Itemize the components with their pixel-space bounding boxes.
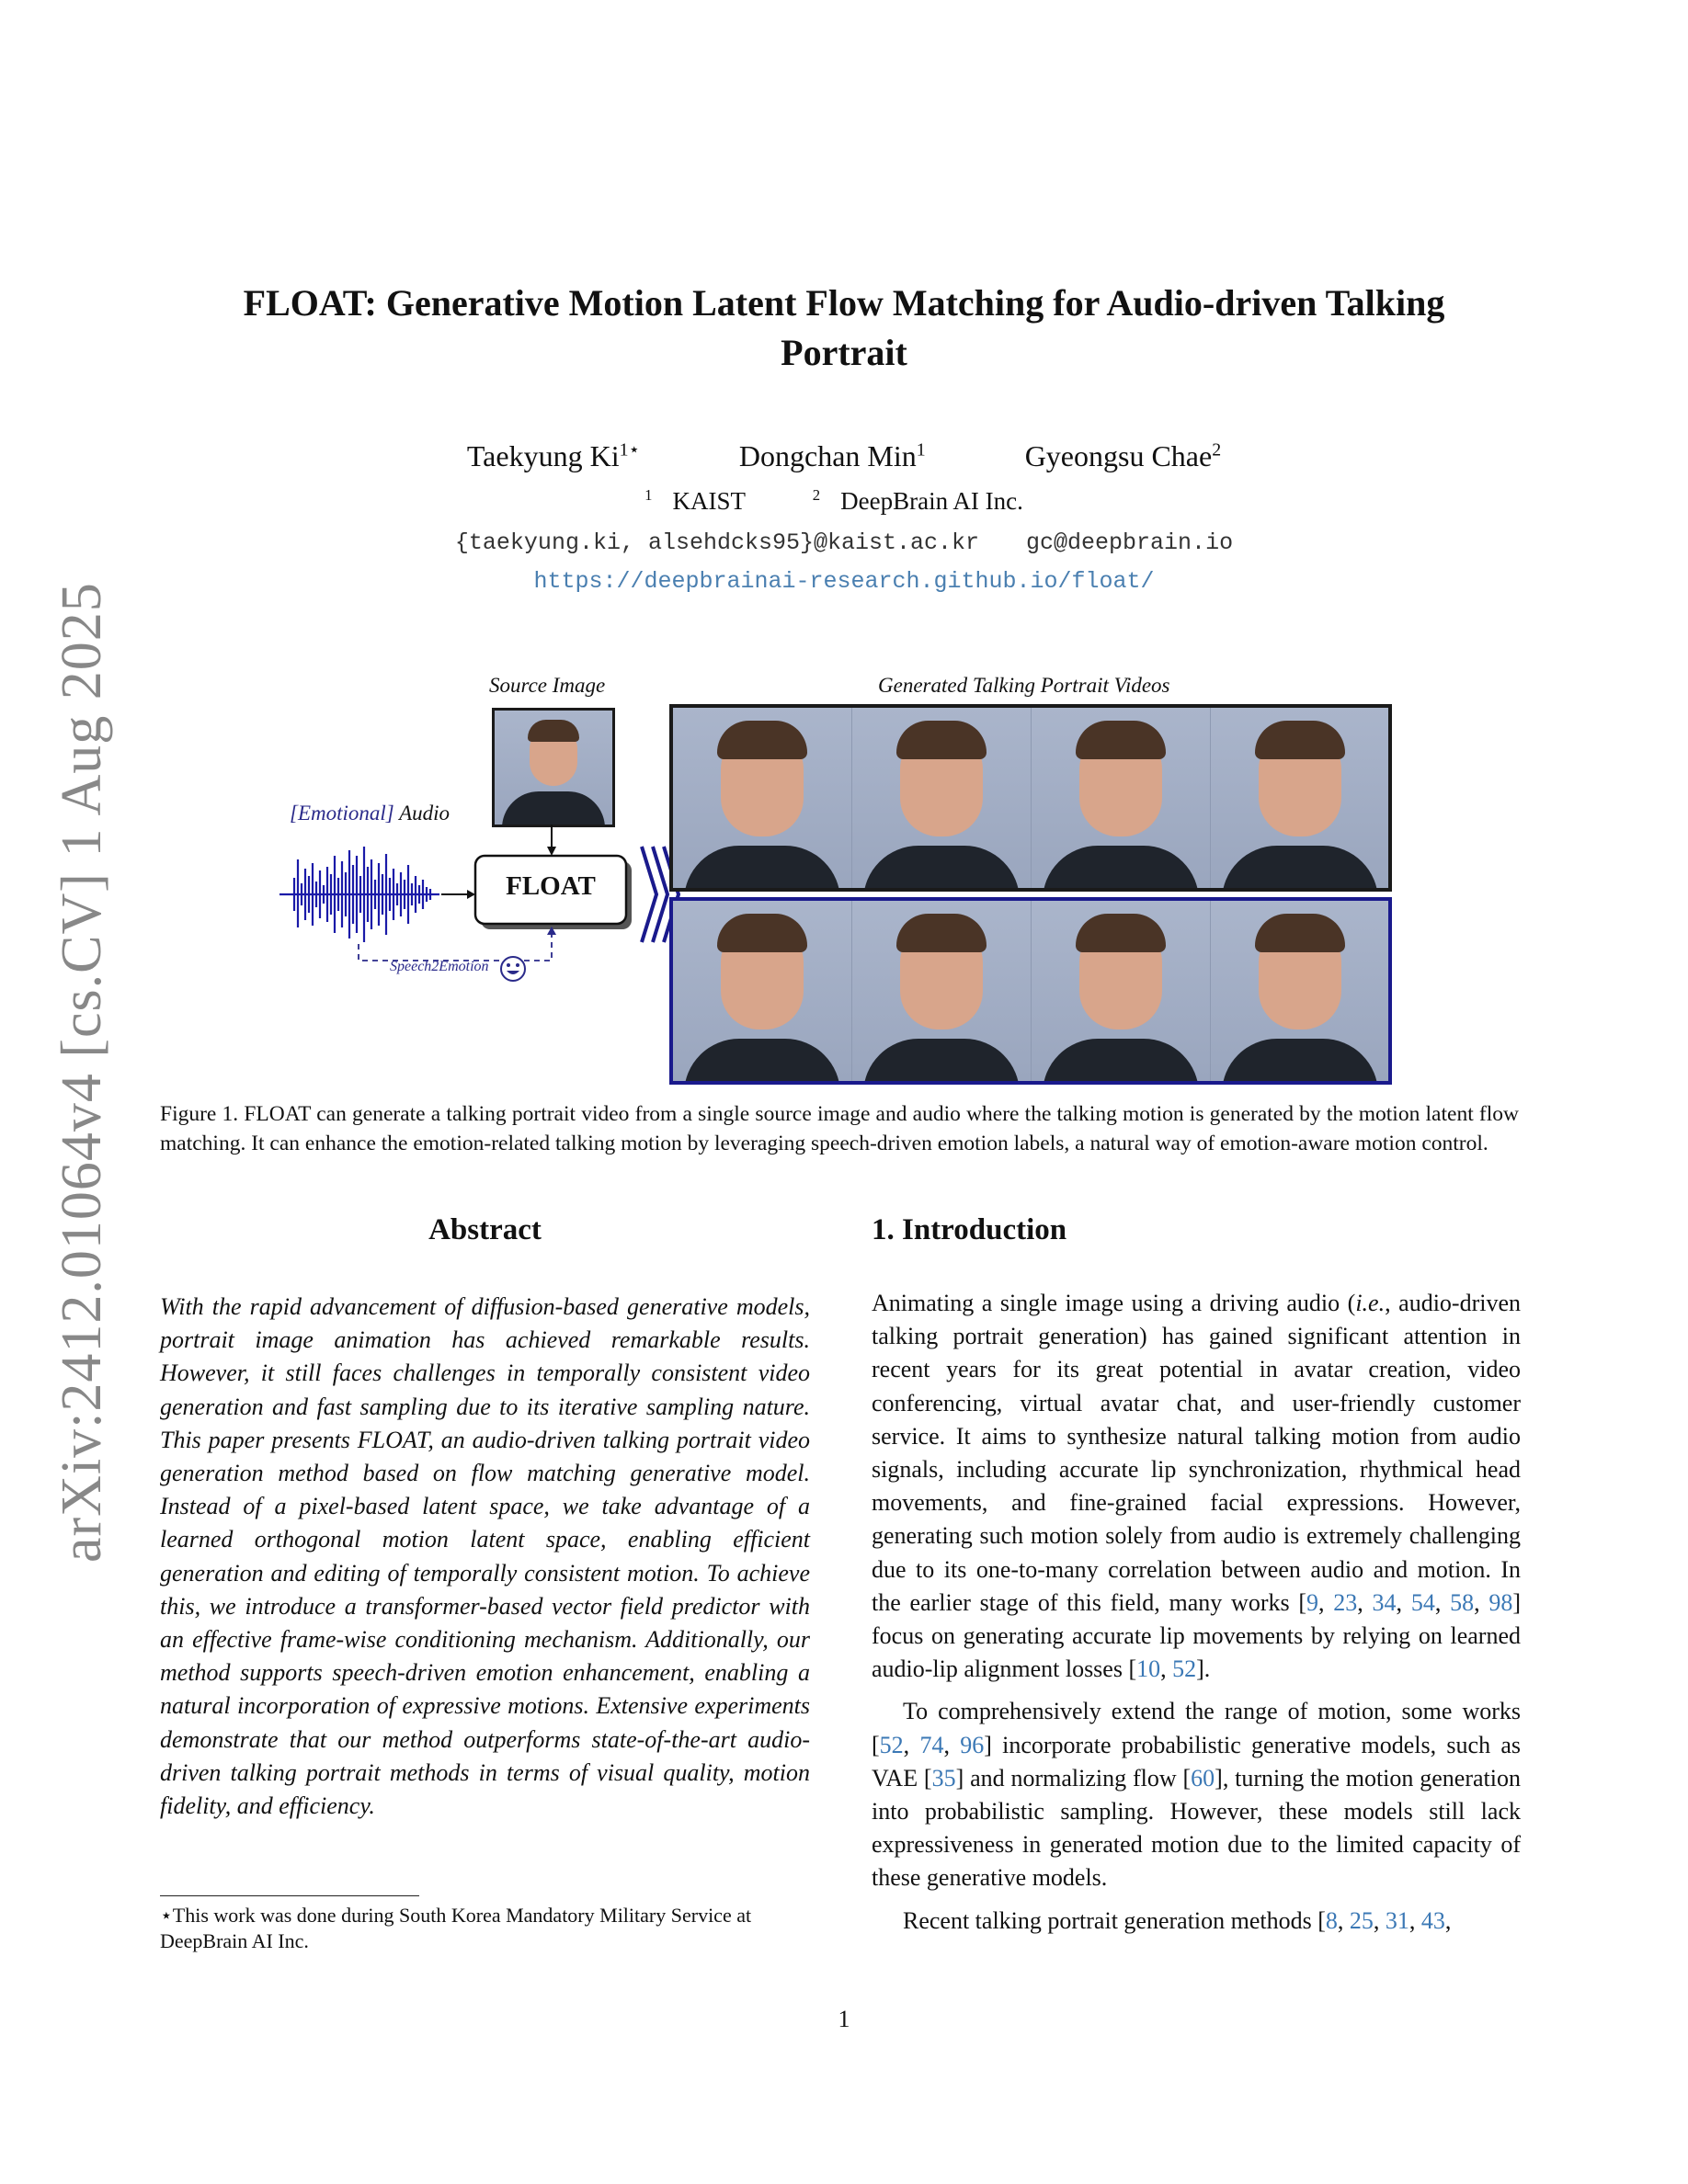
author: Taekyung $Ki^{1⋆}$ — [466, 439, 640, 472]
author: Dongchan Min$^1$ — [738, 439, 926, 472]
intro-paragraph-1: Animating a single image using a driving audio (i.e., audio-driven talking portrait generation) has gained significant attention in recent years for its great potential in avatar creation, video conferencing, virtual avatar chat, and user-friendly customer service. It aims to synthesize natural talking motion from audio signals, including accurate lip synchronization, rhythmical head movements, and fine-grained facial expressions. However, generating such motion solely from audio is extremely challenging due to its one-to-many correlation between audio and motion. In the earlier stage of this field, many works [9, 23, 34, 54, 58, 98] focus on generating accurate lip movements by relying on learned audio-lip alignment losses [10, 52]. — [872, 1290, 1522, 1683]
abstract-heading: Abstract — [428, 1213, 542, 1246]
affiliation: $^1$ KAIST — [644, 486, 747, 515]
paper-title — [165, 279, 1523, 378]
affiliation: $^2$ DeepBrain AI Inc. — [812, 486, 1023, 515]
citation-link[interactable]: 58 — [1450, 1588, 1475, 1616]
email[interactable]: gc@deepbrain.io — [1026, 529, 1234, 556]
introduction-heading: 1. Introduction — [872, 1213, 1067, 1246]
citation-link[interactable]: 98 — [1488, 1588, 1513, 1616]
email[interactable]: {taekyung.ki, alsehdcks95}@kaist.ac.kr — [454, 529, 980, 556]
citation-link[interactable]: 34 — [1372, 1588, 1397, 1616]
generated-videos-label: Generated Talking Portrait Videos — [878, 674, 1170, 697]
arxiv-identifier: arXiv:2412.01064v4 [cs.CV] 1 Aug 2025 — [51, 582, 113, 1563]
source-image-label: Source Image — [489, 674, 606, 697]
author-emails — [165, 529, 1523, 556]
citation-link[interactable]: 8 — [1325, 1906, 1338, 1934]
footnote-divider — [160, 1895, 419, 1896]
citation-link[interactable]: 35 — [931, 1764, 956, 1792]
video-frame — [852, 708, 1032, 888]
video-frame — [673, 901, 852, 1081]
video-frame — [1032, 901, 1211, 1081]
citation-link[interactable]: 23 — [1333, 1588, 1358, 1616]
title-line-1: FLOAT: Generative Motion Latent Flow Matching for Audio-driven Talking — [243, 282, 1445, 324]
pipeline-diagram — [276, 823, 680, 1007]
video-frame — [1211, 708, 1390, 888]
abstract-body: With the rapid advancement of diffusion-based generative models, portrait image animation has achieved remarkable results. However, it still faces challenges in temporally consistent video generation and fast sampling due to its iterative sampling nature. This paper presents FLOAT, an audio-driven talking portrait video generation method based on flow matching generative model. Instead of a pixel-based latent space, we take advantage of a learned orthogonal motion latent space, enabling efficient generation and editing of temporally consistent motion. To achieve this, we introduce a transformer-based vector field predictor with an effective frame-wise conditioning mechanism. Additionally, our method supports speech-driven emotion enhancement, enabling a natural incorporation of expressive motions. Extensive experiments demonstrate that our method outperforms state-of-the-art audio-driven talking portrait methods in terms of visual quality, motion fidelity, and efficiency. — [160, 1293, 810, 1820]
generated-frames-row-neutral — [669, 704, 1392, 892]
video-frame — [1032, 708, 1211, 888]
citation-link[interactable]: 60 — [1191, 1764, 1215, 1792]
citation-link[interactable]: 31 — [1385, 1906, 1409, 1934]
video-frame — [1211, 901, 1390, 1081]
page-number: 1 — [838, 2006, 850, 2032]
figure-caption: Figure 1. FLOAT can generate a talking portrait video from a single source image and audio where the talking motion is generated by the motion latent flow matching. It can enhance the emotion-related talking motion by leveraging speech-driven emotion labels, a natural way of emotion-aware motion control. — [160, 1102, 1519, 1155]
video-frame — [673, 708, 852, 888]
audio-waveform — [279, 847, 439, 942]
video-frame — [852, 901, 1032, 1081]
citation-link[interactable]: 96 — [960, 1731, 985, 1758]
citation-link[interactable]: 52 — [1172, 1655, 1197, 1683]
title-line-2: Portrait — [781, 332, 907, 373]
affiliations — [165, 487, 1523, 516]
smiley-emotion-icon — [498, 954, 528, 984]
citation-link[interactable]: 9 — [1306, 1588, 1319, 1616]
citation-link[interactable]: 43 — [1420, 1906, 1445, 1934]
citation-link[interactable]: 52 — [879, 1731, 904, 1758]
author-list — [165, 439, 1523, 473]
footnote: ⋆This work was done during South Korea Mandatory Military Service at DeepBrain AI Inc. — [160, 1904, 752, 1952]
audio-label: [Emotional] Audio — [290, 802, 451, 825]
introduction-body — [872, 1287, 1521, 1938]
intro-paragraph-2: To comprehensively extend the range of motion, some works [52, 74, 96] incorporate probabilistic generative models, such as VAE [35] and normalizing flow [60], turning the motion generation into probabilistic sampling. However, these models still lack expressiveness in generated motion due to the limited capacity of these generative models. — [872, 1698, 1521, 1892]
intro-paragraph-3: Recent talking portrait generation methods [8, 25, 31, 43, — [903, 1906, 1452, 1934]
author: Gyeongsu Chae$^2$ — [1024, 439, 1222, 472]
source-image — [492, 708, 615, 827]
citation-link[interactable]: 10 — [1136, 1655, 1161, 1683]
project-url-link[interactable]: https://deepbrainai-research.github.io/float/ — [533, 568, 1155, 595]
citation-link[interactable]: 74 — [919, 1731, 944, 1758]
speech2emotion-label: Speech2Emotion — [390, 959, 489, 974]
citation-link[interactable]: 25 — [1349, 1906, 1374, 1934]
float-model-label: FLOAT — [506, 871, 596, 901]
generated-frames-row-emotional — [669, 897, 1392, 1085]
citation-link[interactable]: 54 — [1410, 1588, 1435, 1616]
